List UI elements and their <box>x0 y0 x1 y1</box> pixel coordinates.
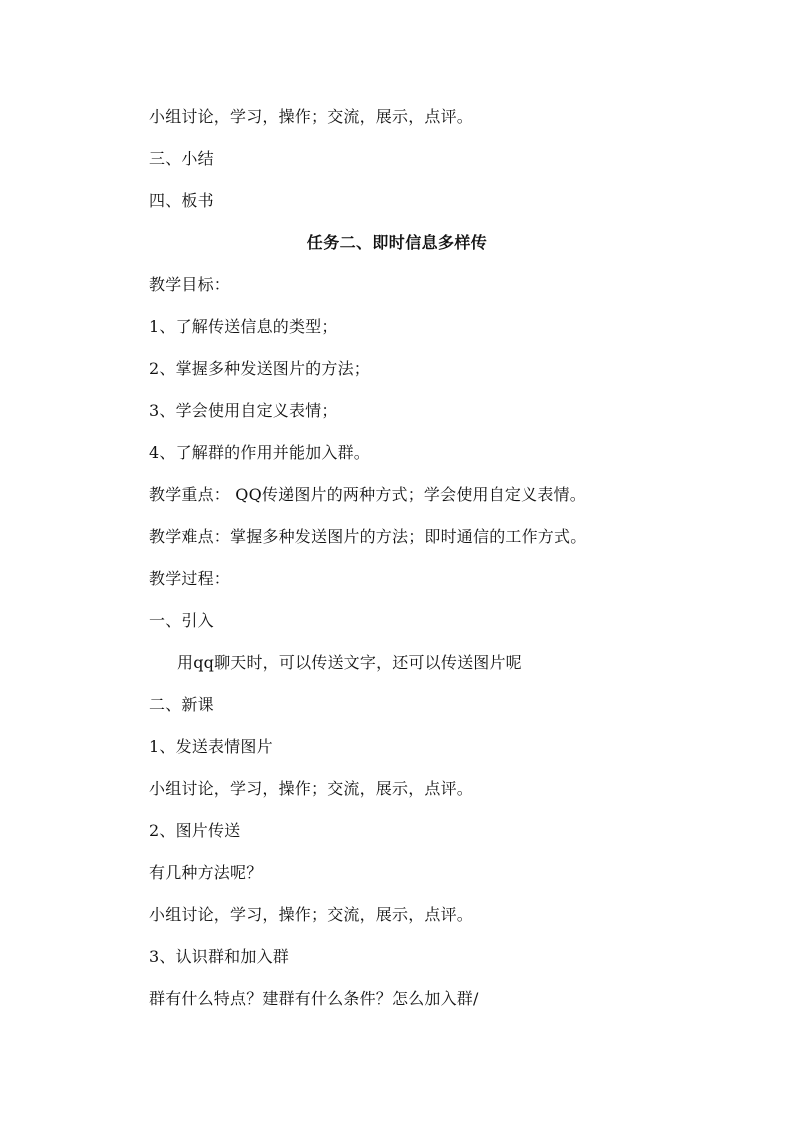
heading-introduction: 一、引入 <box>149 611 214 630</box>
teaching-key-points: 教学重点： QQ传递图片的两种方式；学会使用自定义表情。 <box>149 485 586 504</box>
label-teaching-objectives: 教学目标： <box>149 275 231 294</box>
teaching-difficulties: 教学难点：掌握多种发送图片的方法；即时通信的工作方式。 <box>149 527 587 546</box>
paragraph-question: 有几种方法呢？ <box>149 863 263 882</box>
paragraph-question: 群有什么特点？建群有什么条件？怎么加入群/ <box>149 989 479 1008</box>
paragraph-group-discussion: 小组讨论，学习，操作；交流，展示，点评。 <box>149 779 474 798</box>
paragraph-group-discussion: 小组讨论，学习，操作；交流，展示，点评。 <box>149 905 474 924</box>
paragraph-introduction: 用qq聊天时，可以传送文字，还可以传送图片呢 <box>177 653 522 672</box>
objective-item-4: 4、了解群的作用并能加入群。 <box>149 443 370 462</box>
objective-item-2: 2、掌握多种发送图片的方法； <box>149 359 370 378</box>
lesson-item-2: 2、图片传送 <box>149 821 241 840</box>
label-teaching-process: 教学过程： <box>149 569 231 588</box>
objective-item-3: 3、学会使用自定义表情； <box>149 401 338 420</box>
heading-new-lesson: 二、新课 <box>149 695 214 714</box>
heading-blackboard: 四、板书 <box>149 191 214 210</box>
section-title: 任务二、即时信息多样传 <box>306 233 488 252</box>
lesson-item-3: 3、认识群和加入群 <box>149 947 289 966</box>
objective-item-1: 1、了解传送信息的类型； <box>149 317 338 336</box>
heading-summary: 三、小结 <box>149 149 214 168</box>
lesson-item-1: 1、发送表情图片 <box>149 737 273 756</box>
paragraph-group-discussion: 小组讨论，学习，操作；交流，展示，点评。 <box>149 107 474 126</box>
